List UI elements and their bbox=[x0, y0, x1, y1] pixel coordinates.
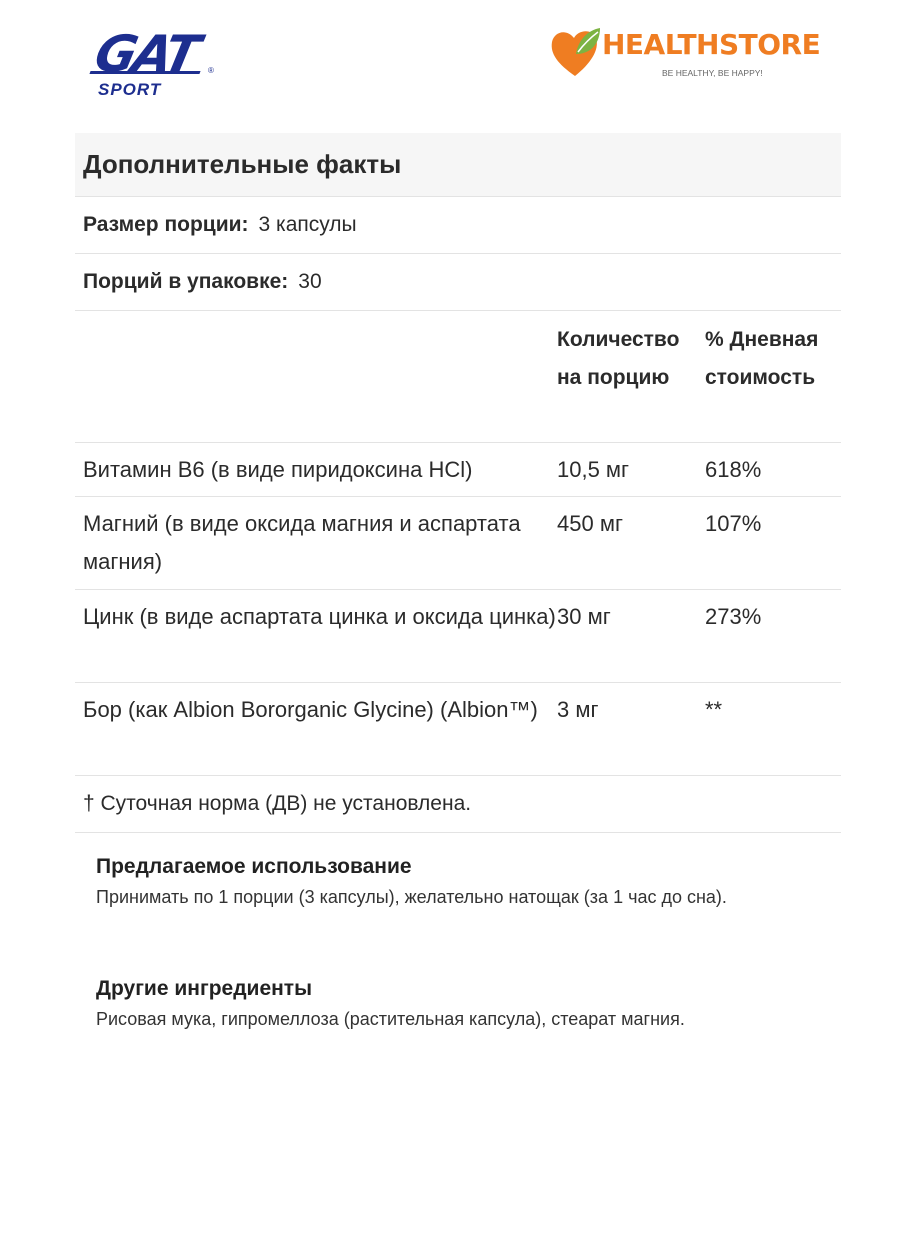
nutrient-daily-value: 618% bbox=[705, 457, 762, 482]
servings-label: Порций в упаковке: bbox=[83, 270, 289, 293]
nutrient-name: Цинк (в виде аспартата цинка и оксида цинка) bbox=[83, 604, 556, 629]
suggested-use-section bbox=[96, 852, 836, 912]
other-ingredients-text: Рисовая мука, гипромеллоза (растительная капсула), стеарат магния. bbox=[96, 1009, 685, 1029]
nutrient-daily-value: 107% bbox=[705, 511, 762, 536]
nutrient-name: Витамин B6 (в виде пиридоксина HCl) bbox=[83, 457, 473, 482]
other-ingredients-section bbox=[96, 974, 836, 1034]
suggested-use-text: Принимать по 1 порции (3 капсулы), желательно натощак (за 1 час до сна). bbox=[96, 887, 727, 907]
table-row bbox=[75, 590, 841, 683]
gat-logo-word: GAT bbox=[89, 25, 203, 83]
healthstore-logo bbox=[548, 22, 821, 82]
nutrient-daily-value: 273% bbox=[705, 604, 762, 629]
facts-title: Дополнительные факты bbox=[75, 133, 841, 197]
facts-footnote: † Суточная норма (ДВ) не установлена. bbox=[75, 776, 841, 833]
other-ingredients-title: Другие ингредиенты bbox=[96, 977, 313, 1000]
nutrient-name: Бор (как Albion Bororganic Glycine) (Albion™) bbox=[83, 697, 538, 722]
nutrient-amount: 30 мг bbox=[557, 604, 611, 629]
gat-logo-registered: ® bbox=[208, 66, 214, 75]
heart-leaf-icon bbox=[548, 24, 602, 80]
gat-logo-sport: SPORT bbox=[98, 80, 162, 99]
table-row bbox=[75, 683, 841, 776]
nutrient-name: Магний (в виде оксида магния и аспартата магния) bbox=[83, 511, 521, 574]
healthstore-wordmark: HEALTHSTORE bbox=[602, 28, 821, 61]
table-row bbox=[75, 443, 841, 497]
serving-size-row bbox=[75, 197, 841, 254]
header-amount: Количество на порцию bbox=[557, 328, 680, 389]
header-daily-value: % Дневная стоимость bbox=[705, 328, 819, 389]
header-name-cell bbox=[75, 321, 557, 442]
serving-size-value: 3 капсулы bbox=[258, 213, 357, 236]
gat-sport-logo bbox=[90, 26, 230, 102]
servings-value: 30 bbox=[298, 270, 322, 293]
supplement-facts-table bbox=[75, 133, 841, 833]
servings-per-container-row bbox=[75, 254, 841, 311]
table-header-row bbox=[75, 311, 841, 443]
table-row bbox=[75, 497, 841, 590]
nutrient-amount: 3 мг bbox=[557, 697, 599, 722]
nutrient-daily-value: ** bbox=[705, 697, 723, 722]
serving-size-label: Размер порции: bbox=[83, 213, 249, 236]
healthstore-tagline: BE HEALTHY, BE HAPPY! bbox=[662, 68, 763, 78]
nutrient-amount: 450 мг bbox=[557, 511, 623, 536]
nutrient-amount: 10,5 мг bbox=[557, 457, 630, 482]
suggested-use-title: Предлагаемое использование bbox=[96, 855, 412, 878]
